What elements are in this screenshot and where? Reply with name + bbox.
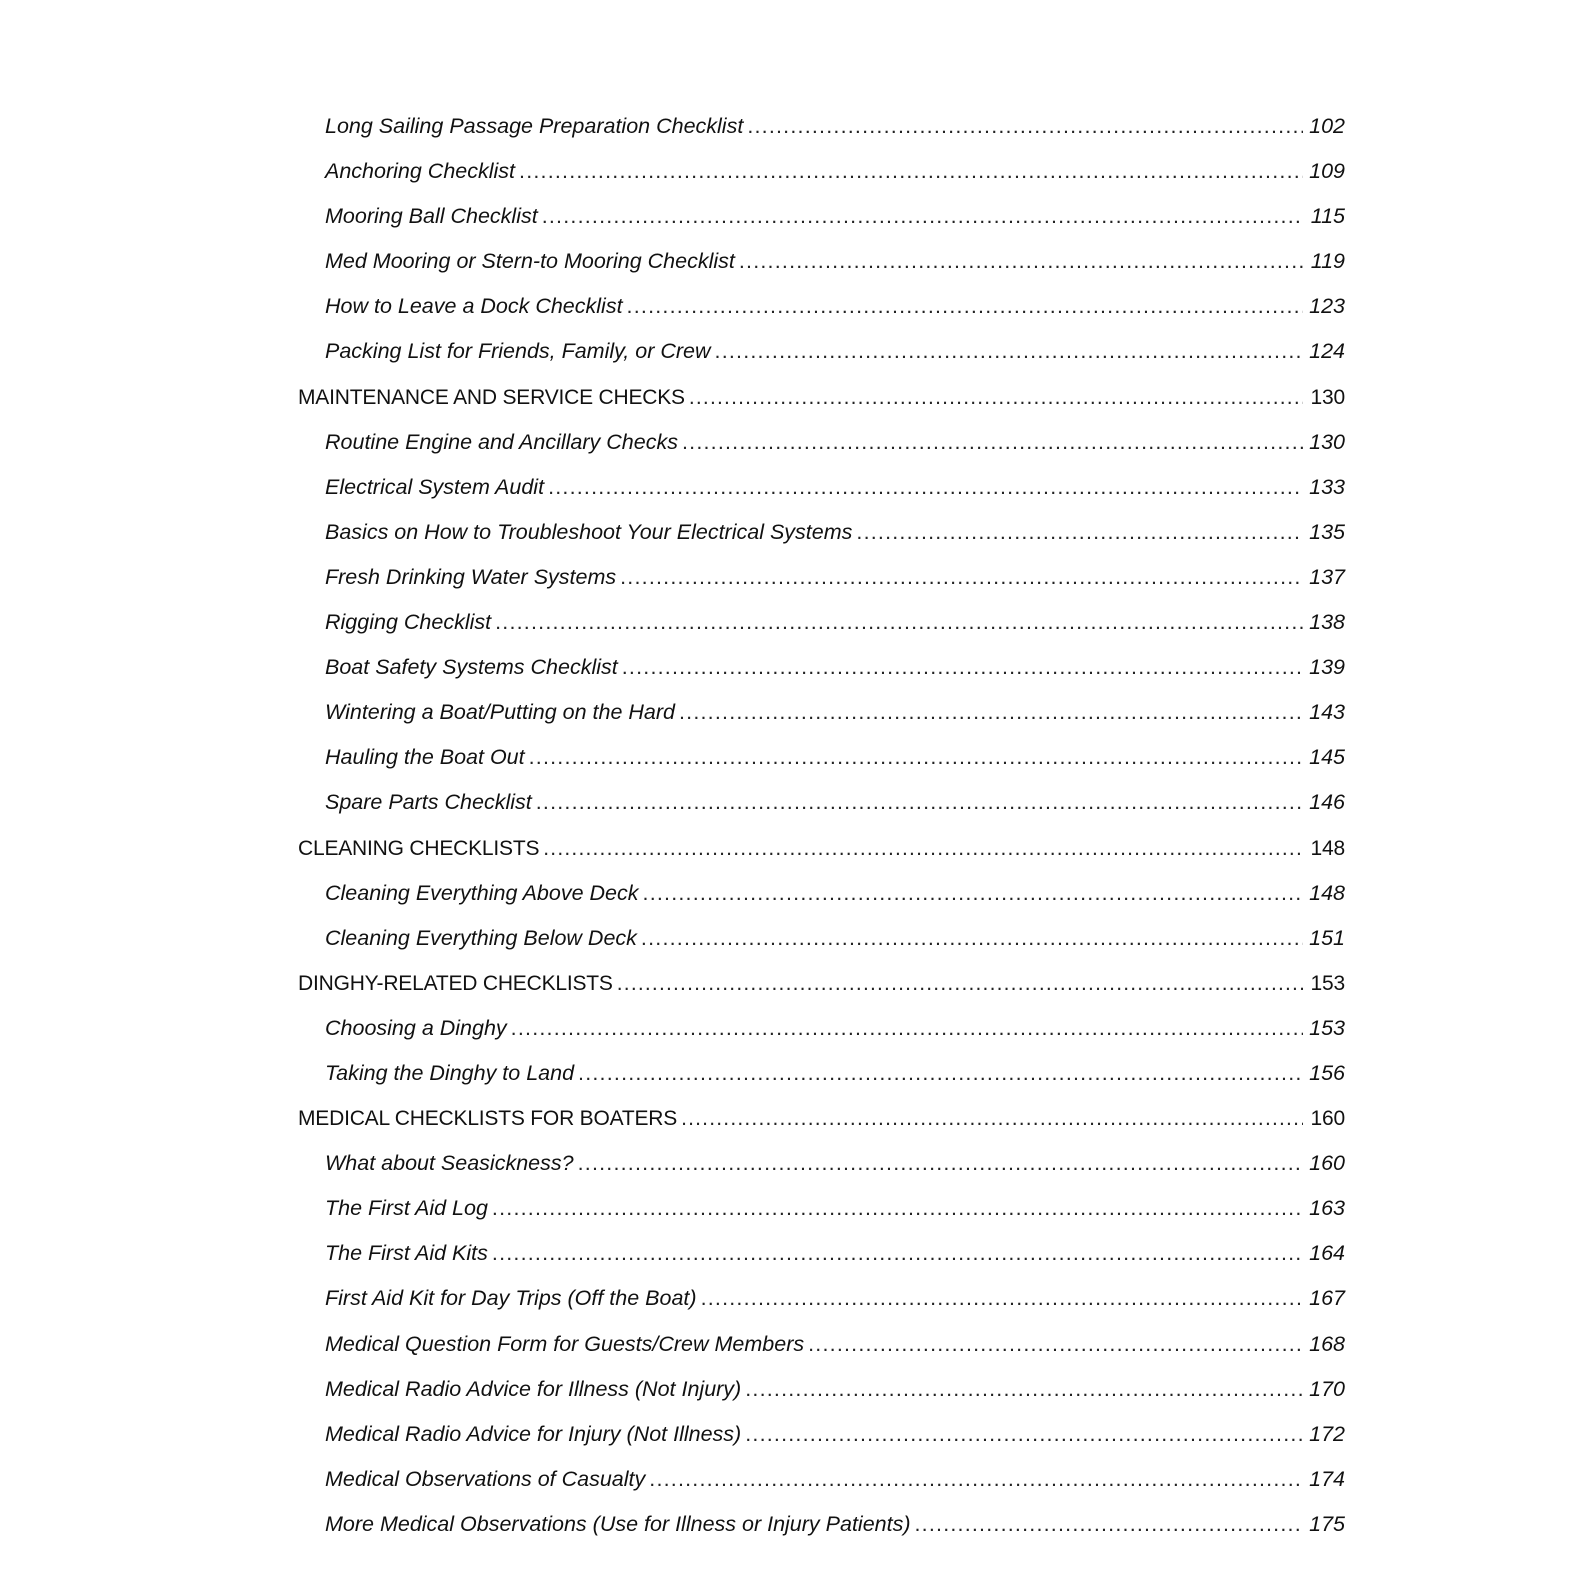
toc-entry-title: Med Mooring or Stern-to Mooring Checklist [325, 249, 735, 274]
toc-section-entry[interactable] [298, 375, 1345, 420]
toc-dot-leader [511, 1006, 1303, 1051]
toc-entry-title: Basics on How to Troubleshoot Your Electrical Systems [325, 519, 853, 544]
toc-dot-leader [622, 645, 1303, 690]
toc-entry[interactable] [298, 1186, 1345, 1231]
toc-dot-leader [543, 826, 1303, 871]
toc-entry-title: Anchoring Checklist [325, 159, 516, 184]
toc-page-number: 175 [1309, 1511, 1345, 1536]
toc-page-number: 156 [1309, 1060, 1345, 1085]
toc-entry[interactable] [298, 420, 1345, 465]
toc-page-number: 148 [1310, 836, 1345, 860]
toc-dot-leader [542, 194, 1303, 239]
toc-entry[interactable] [298, 1231, 1345, 1276]
toc-page-number: 174 [1309, 1466, 1345, 1491]
toc-page-number: 168 [1309, 1331, 1345, 1356]
toc-dot-leader [495, 600, 1303, 645]
toc-dot-leader [627, 284, 1303, 329]
toc-section-entry[interactable] [298, 1096, 1345, 1141]
toc-dot-leader [739, 239, 1303, 284]
toc-entry[interactable] [298, 149, 1345, 194]
toc-dot-leader [856, 510, 1303, 555]
toc-page-number: 160 [1309, 1151, 1345, 1176]
toc-entry-title: Medical Question Form for Guests/Crew Members [325, 1331, 805, 1356]
toc-dot-leader [701, 1276, 1303, 1321]
toc-page-number: 102 [1309, 114, 1345, 138]
toc-entry[interactable] [298, 1412, 1345, 1457]
toc-entry[interactable] [298, 645, 1345, 690]
toc-entry[interactable] [298, 284, 1345, 329]
toc-dot-leader [519, 149, 1303, 194]
toc-entry[interactable] [298, 510, 1345, 555]
toc-entry-title: The First Aid Kits [325, 1241, 488, 1266]
toc-entry-title: Medical Radio Advice for Illness (Not Injury) [325, 1376, 742, 1401]
toc-page-number: 135 [1309, 519, 1345, 544]
toc-entry-title: DINGHY-RELATED CHECKLISTS [298, 971, 613, 995]
toc-entry-title: More Medical Observations (Use for Illness or Injury Patients) [325, 1511, 911, 1536]
toc-dot-leader [679, 690, 1303, 735]
toc-dot-leader [715, 329, 1303, 374]
toc-entry-title: Routine Engine and Ancillary Checks [325, 429, 678, 454]
toc-entry-title: What about Seasickness? [325, 1151, 574, 1176]
toc-page-number: 143 [1309, 700, 1345, 725]
table-of-contents [298, 104, 1345, 1547]
toc-entry[interactable] [298, 1322, 1345, 1367]
toc-entry[interactable] [298, 239, 1345, 284]
toc-entry[interactable] [298, 194, 1345, 239]
toc-dot-leader [548, 465, 1303, 510]
toc-entry-title: Choosing a Dinghy [325, 1015, 507, 1040]
toc-entry-title: Electrical System Audit [325, 474, 545, 499]
toc-dot-leader [492, 1186, 1303, 1231]
toc-dot-leader [641, 916, 1303, 961]
toc-entry-title: Mooring Ball Checklist [325, 204, 538, 229]
toc-entry-title: First Aid Kit for Day Trips (Off the Boat) [325, 1286, 697, 1311]
toc-dot-leader [682, 420, 1303, 465]
toc-entry[interactable] [298, 1141, 1345, 1186]
toc-entry[interactable] [298, 104, 1345, 149]
toc-entry[interactable] [298, 555, 1345, 600]
toc-entry-title: Packing List for Friends, Family, or Crew [325, 339, 711, 364]
toc-dot-leader [578, 1051, 1303, 1096]
toc-page-number: 123 [1309, 294, 1345, 319]
toc-page-number: 130 [1310, 385, 1345, 409]
toc-dot-leader [649, 1457, 1303, 1502]
toc-page-number: 148 [1309, 880, 1345, 905]
toc-entry[interactable] [298, 871, 1345, 916]
toc-entry[interactable] [298, 329, 1345, 374]
toc-entry-title: Medical Radio Advice for Injury (Not Illness) [325, 1421, 742, 1446]
toc-entry[interactable] [298, 465, 1345, 510]
toc-page-number: 167 [1309, 1286, 1345, 1311]
toc-dot-leader [620, 555, 1303, 600]
toc-page-number: 137 [1309, 564, 1345, 589]
toc-entry-title: Long Sailing Passage Preparation Checklist [325, 114, 744, 138]
toc-dot-leader [643, 871, 1303, 916]
toc-page-number: 153 [1310, 971, 1345, 995]
toc-page-number: 133 [1309, 474, 1345, 499]
toc-entry-title: Fresh Drinking Water Systems [325, 564, 617, 589]
toc-dot-leader [617, 961, 1303, 1006]
toc-entry-title: Hauling the Boat Out [325, 745, 525, 770]
toc-entry[interactable] [298, 780, 1345, 825]
toc-entry[interactable] [298, 690, 1345, 735]
toc-dot-leader [689, 375, 1303, 420]
toc-entry[interactable] [298, 600, 1345, 645]
toc-dot-leader [681, 1096, 1303, 1141]
toc-page-number: 146 [1309, 790, 1345, 815]
toc-page-number: 145 [1309, 745, 1345, 770]
toc-dot-leader [745, 1412, 1303, 1457]
toc-entry-title: MEDICAL CHECKLISTS FOR BOATERS [298, 1107, 678, 1131]
toc-dot-leader [747, 104, 1303, 149]
toc-page-number: 163 [1309, 1196, 1345, 1221]
toc-entry[interactable] [298, 735, 1345, 780]
toc-page-number: 119 [1310, 249, 1345, 274]
toc-entry-title: Spare Parts Checklist [325, 790, 532, 815]
toc-dot-leader [536, 780, 1303, 825]
toc-entry-title: Medical Observations of Casualty [325, 1466, 646, 1491]
toc-section-entry[interactable] [298, 826, 1345, 871]
toc-page-number: 172 [1309, 1421, 1345, 1446]
toc-page-number: 164 [1309, 1241, 1345, 1266]
toc-entry-title: CLEANING CHECKLISTS [298, 836, 540, 860]
toc-page-number: 151 [1309, 925, 1345, 950]
toc-entry[interactable] [298, 1006, 1345, 1051]
toc-entry-title: Boat Safety Systems Checklist [325, 655, 618, 680]
toc-dot-leader [745, 1367, 1303, 1412]
toc-dot-leader [529, 735, 1303, 780]
toc-dot-leader [492, 1231, 1303, 1276]
toc-entry-title: Wintering a Boat/Putting on the Hard [325, 700, 675, 725]
toc-entry[interactable] [298, 1276, 1345, 1321]
toc-entry-title: How to Leave a Dock Checklist [325, 294, 623, 319]
toc-dot-leader [578, 1141, 1303, 1186]
toc-entry[interactable] [298, 1051, 1345, 1096]
toc-dot-leader [915, 1502, 1304, 1547]
toc-entry[interactable] [298, 1502, 1345, 1547]
toc-page-number: 153 [1309, 1015, 1345, 1040]
toc-entry-title: Cleaning Everything Above Deck [325, 880, 639, 905]
toc-entry[interactable] [298, 916, 1345, 961]
toc-entry-title: Taking the Dinghy to Land [325, 1060, 575, 1085]
toc-page-number: 109 [1309, 159, 1345, 184]
toc-entry[interactable] [298, 1367, 1345, 1412]
toc-page-number: 124 [1309, 339, 1345, 364]
toc-page-number: 115 [1310, 204, 1345, 229]
toc-page-number: 139 [1309, 655, 1345, 680]
toc-section-entry[interactable] [298, 961, 1345, 1006]
toc-entry-title: The First Aid Log [325, 1196, 488, 1221]
toc-entry[interactable] [298, 1457, 1345, 1502]
toc-entry-title: MAINTENANCE AND SERVICE CHECKS [298, 385, 685, 409]
toc-page-number: 130 [1309, 429, 1345, 454]
toc-page-number: 170 [1309, 1376, 1345, 1401]
toc-entry-title: Cleaning Everything Below Deck [325, 925, 637, 950]
toc-dot-leader [808, 1322, 1303, 1367]
toc-page-number: 160 [1310, 1107, 1345, 1131]
toc-entry-title: Rigging Checklist [325, 610, 492, 635]
toc-page-number: 138 [1309, 610, 1345, 635]
